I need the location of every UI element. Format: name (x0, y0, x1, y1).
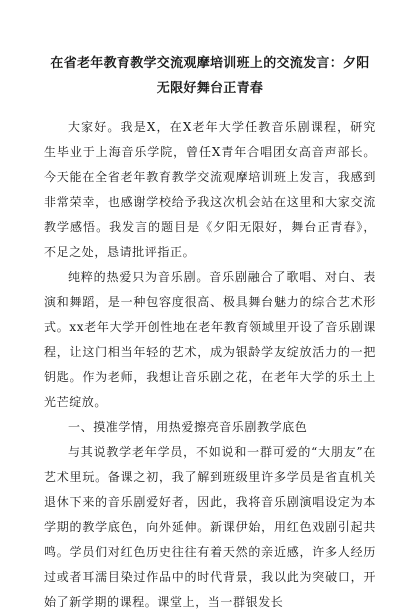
section-heading: 一、摸准学情，用热爱擦亮音乐剧教学底色 (68, 420, 308, 434)
paragraph-section-one: 与其说教学老年学员，不如说和一群可爱的“大朋友”在艺术里玩。备课之初，我了解到班级里许多学员是省直机关退休下来的音乐剧爱好者，因此，我将音乐剧演唱设定为本学期的教学底色，向外延伸。新课伊始，用红色戏剧引起共鸣。学员们对红色历史往往有着天然的亲近感，许多人经历过或者耳濡目染过作品中的时代背景，我以此为突破口，开始了新学期的课程。课堂上，当一群银发长 (44, 445, 376, 609)
document-title: 在省老年教育教学交流观摩培训班上的交流发言：夕阳无限好舞台正青春 (50, 56, 370, 96)
document-body (44, 115, 376, 615)
paragraph-musical-passion: 纯粹的热爱只为音乐剧。音乐剧融合了歌唱、对白、表演和舞蹈，是一种包容度很高、极具舞台魅力的综合艺术形式。xx老年大学开创性地在老年教育领域里开设了音乐剧课程，让这门相当年轻的艺术，成为银龄学友绽放活力的一把钥匙。作为老师，我想让音乐剧之花，在老年大学的乐土上光芒绽放。 (44, 270, 376, 409)
paragraph-intro: 大家好。我是X，在X老年大学任教音乐剧课程，研究生毕业于上海音乐学院，曾任X青年合唱团女高音声部长。今天能在全省老年教育教学交流观摩培训班上发言，我感到非常荣幸，也感谢学校给予我这次机会站在这里和大家交流教学感悟。我发言的题目是《夕阳无限好，舞台正青春》，不足之处，恳请批评指正。 (44, 120, 376, 259)
